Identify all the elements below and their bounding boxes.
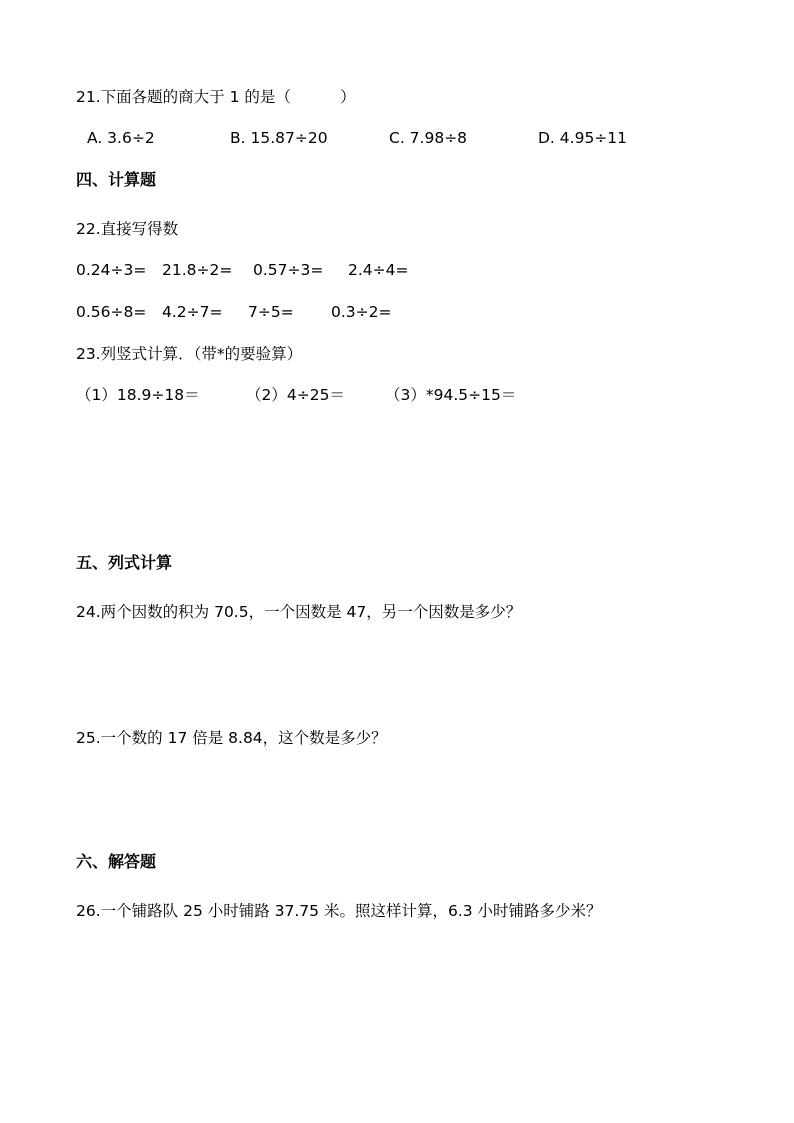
question-26-stem: 26.一个铺路队 25 小时铺路 37.75 米。照这样计算，6.3 小时铺路多少米？ [76, 902, 602, 920]
question-21-option-a: A. 3.6÷2 [87, 129, 155, 147]
question-21-option-d: D. 4.95÷11 [538, 129, 628, 147]
question-22-stem: 22.直接写得数 [76, 220, 179, 238]
question-22-item: 4.2÷7= [162, 303, 223, 321]
question-23-item-1: （1）18.9÷18＝ [76, 386, 200, 404]
question-23-item-3: （3）*94.5÷15＝ [385, 386, 517, 404]
question-22-item: 2.4÷4= [348, 261, 409, 279]
question-25-stem: 25.一个数的 17 倍是 8.84，这个数是多少？ [76, 729, 387, 747]
question-23-item-2: （2）4÷25＝ [246, 386, 345, 404]
section-5-heading: 五、列式计算 [76, 553, 173, 572]
section-6-heading: 六、解答题 [76, 852, 157, 871]
question-22-item: 0.3÷2= [331, 303, 392, 321]
question-22-item: 0.57÷3= [253, 261, 324, 279]
question-23-stem: 23.列竖式计算．（带*的要验算） [76, 345, 303, 363]
section-4-heading: 四、计算题 [76, 170, 157, 189]
question-21-option-c: C. 7.98÷8 [389, 129, 468, 147]
question-21-stem: 21.下面各题的商大于 1 的是（ ） [76, 88, 356, 106]
question-21-option-b: B. 15.87÷20 [230, 129, 328, 147]
question-22-item: 21.8÷2= [162, 261, 233, 279]
question-22-item: 7÷5= [248, 303, 294, 321]
question-22-item: 0.56÷8= [76, 303, 147, 321]
question-24-stem: 24.两个因数的积为 70.5，一个因数是 47，另一个因数是多少？ [76, 603, 522, 621]
question-22-item: 0.24÷3= [76, 261, 147, 279]
